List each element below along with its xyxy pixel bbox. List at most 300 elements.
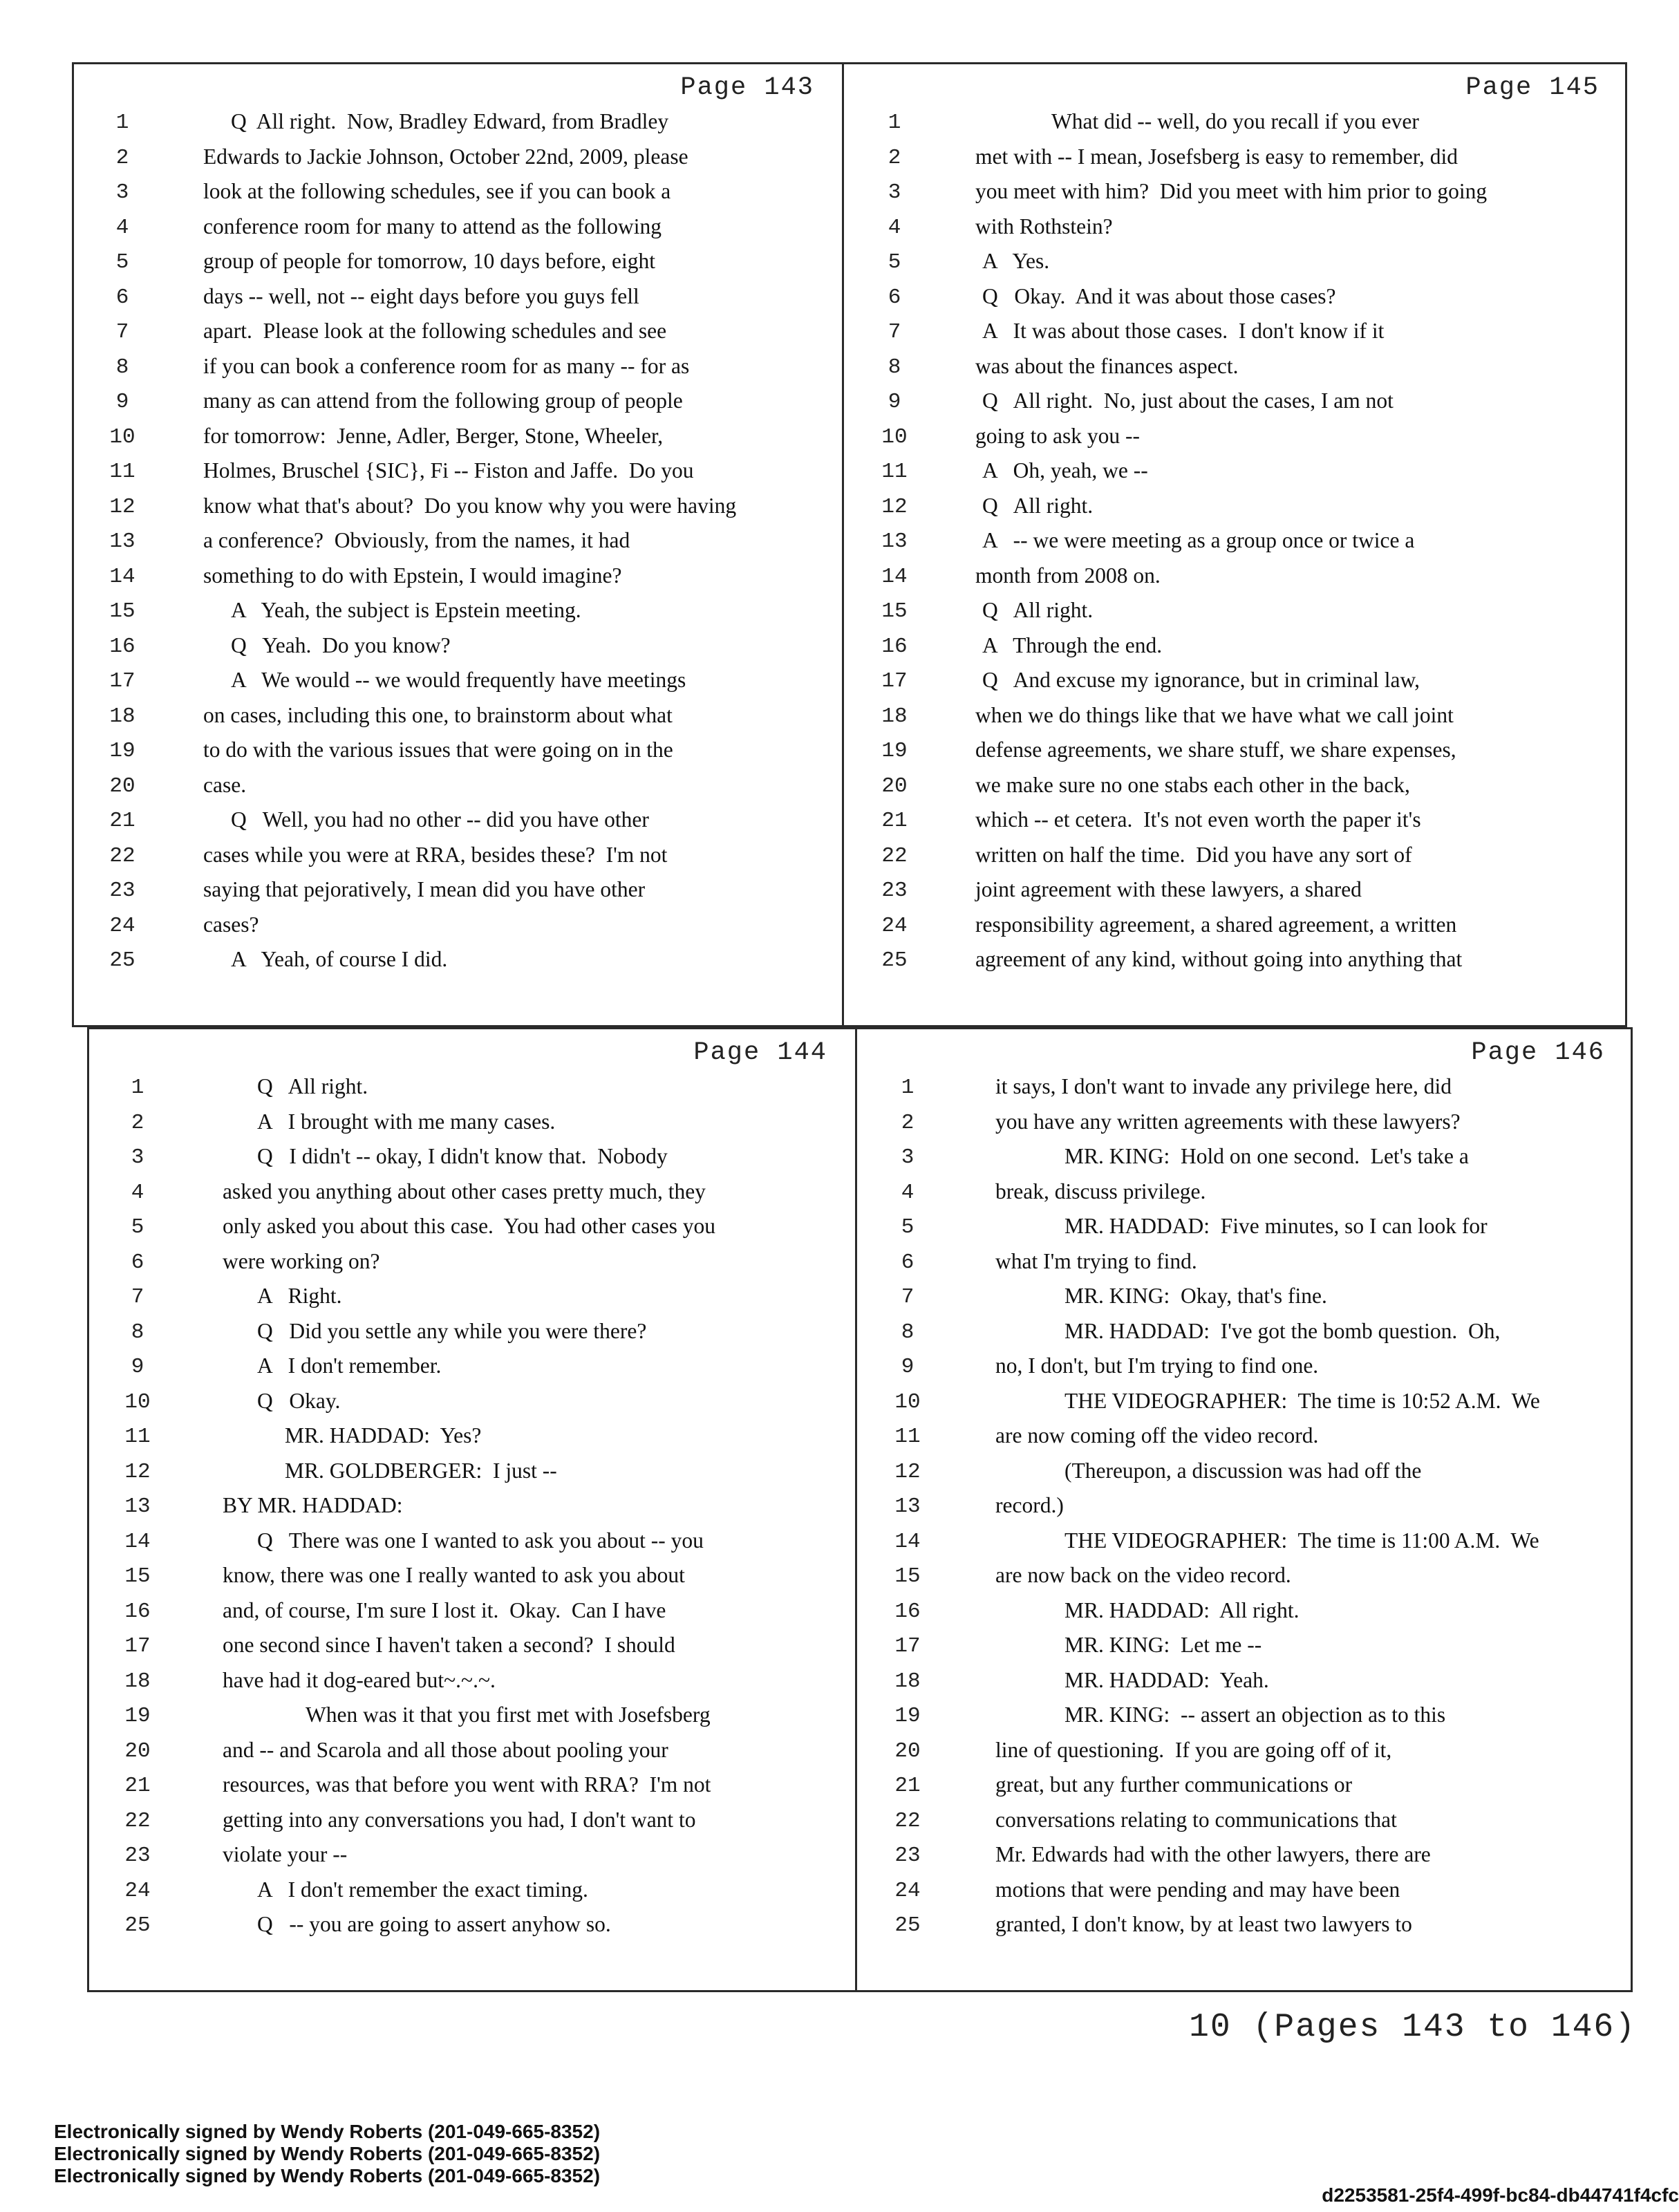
line-number: 9 [131, 1355, 144, 1379]
line-text: A I don't remember the exact timing. [257, 1877, 588, 1902]
line-text: MR. KING: -- assert an objection as to this [1064, 1703, 1446, 1727]
transcript-line [72, 212, 842, 247]
transcript-line [857, 1141, 1633, 1177]
line-text: Q All right. [982, 493, 1094, 518]
transcript-line [72, 840, 842, 875]
line-number: 14 [109, 564, 135, 589]
transcript-line [87, 1211, 855, 1246]
page-header: Page 143 [680, 73, 814, 102]
signature-line: Electronically signed by Wendy Roberts (201-049-665-8352) [54, 2143, 601, 2164]
line-number: 23 [109, 879, 135, 903]
transcript-line [844, 630, 1627, 666]
transcript-lines [72, 106, 842, 980]
line-text: cases? [203, 912, 259, 937]
transcript-line [857, 1281, 1633, 1316]
transcript-line [844, 106, 1627, 142]
line-number: 21 [124, 1774, 151, 1798]
line-text: MR. HADDAD: Yes? [285, 1423, 482, 1447]
line-text: month from 2008 on. [975, 563, 1161, 588]
transcript-line [87, 1421, 855, 1456]
line-number: 18 [109, 704, 135, 729]
line-number: 15 [109, 599, 135, 624]
line-number: 3 [901, 1145, 914, 1170]
transcript-line [844, 386, 1627, 421]
transcript-line [87, 1177, 855, 1212]
line-text: record.) [995, 1493, 1064, 1517]
line-number: 22 [881, 843, 908, 868]
line-number: 4 [131, 1180, 144, 1205]
transcript-line [857, 1805, 1633, 1840]
line-text: agreement of any kind, without going into anything that [975, 947, 1463, 971]
transcript-line [87, 1560, 855, 1595]
transcript-line [87, 1770, 855, 1805]
signature-line: Electronically signed by Wendy Roberts (201-049-665-8352) [54, 2165, 601, 2186]
line-number: 19 [881, 739, 908, 763]
line-text: cases while you were at RRA, besides these? I'm not [203, 842, 668, 867]
transcript-line [72, 700, 842, 735]
line-text: was about the finances aspect. [975, 353, 1239, 378]
transcript-line [857, 1526, 1633, 1561]
line-text: Q All right. [257, 1074, 368, 1098]
line-number: 10 [894, 1389, 921, 1414]
line-number: 25 [124, 1913, 151, 1938]
line-text: are now coming off the video record. [995, 1423, 1319, 1447]
line-text: saying that pejoratively, I mean did you have other [203, 877, 646, 901]
transcript-line [87, 1071, 855, 1107]
transcript-line [857, 1211, 1633, 1246]
transcript-line [857, 1421, 1633, 1456]
line-text: line of questioning. If you are going off of it, [995, 1737, 1392, 1762]
line-number: 12 [881, 494, 908, 519]
line-number: 21 [894, 1774, 921, 1798]
line-text: THE VIDEOGRAPHER: The time is 11:00 A.M. We [1064, 1528, 1539, 1553]
line-text: MR. HADDAD: All right. [1064, 1597, 1300, 1622]
line-number: 3 [131, 1145, 144, 1170]
transcript-line [844, 805, 1627, 840]
line-text: Holmes, Bruschel {SIC}, Fi -- Fiston and Jaffe. Do you [203, 458, 694, 482]
line-number: 7 [115, 320, 129, 344]
line-number: 1 [888, 111, 901, 135]
line-text: apart. Please look at the following schedules and see [203, 319, 667, 343]
line-number: 15 [894, 1564, 921, 1588]
transcript-line [87, 1490, 855, 1526]
line-number: 11 [109, 460, 135, 484]
line-number: 16 [881, 634, 908, 659]
line-number: 22 [124, 1808, 151, 1833]
line-number: 25 [109, 948, 135, 973]
transcript-line [857, 1560, 1633, 1595]
line-number: 19 [109, 739, 135, 763]
line-text: conversations relating to communications that [995, 1807, 1397, 1832]
line-text: A Yes. [982, 249, 1050, 273]
line-text: and, of course, I'm sure I lost it. Okay. Can I have [223, 1597, 666, 1622]
line-text: When was it that you first met with Josefsberg [306, 1703, 711, 1727]
transcript-line [87, 1351, 855, 1386]
transcript-line [87, 1700, 855, 1735]
line-text: A -- we were meeting as a group once or twice a [982, 528, 1415, 552]
line-text: Q Did you settle any while you were there? [257, 1318, 647, 1343]
transcript-line [72, 351, 842, 386]
line-text: A Yeah, the subject is Epstein meeting. [231, 598, 581, 622]
line-number: 20 [124, 1738, 151, 1763]
line-number: 9 [115, 390, 129, 414]
transcript-line [857, 1875, 1633, 1910]
transcript-line [87, 1141, 855, 1177]
line-number: 1 [131, 1076, 144, 1100]
line-number: 13 [124, 1494, 151, 1519]
transcript-line [844, 142, 1627, 177]
line-text: violate your -- [223, 1842, 348, 1866]
line-number: 11 [124, 1425, 151, 1449]
transcript-line [87, 1246, 855, 1282]
line-number: 2 [888, 145, 901, 170]
line-text: MR. HADDAD: Five minutes, so I can look for [1064, 1214, 1488, 1238]
transcript-line [87, 1386, 855, 1421]
line-number: 11 [881, 460, 908, 484]
line-text: group of people for tomorrow, 10 days before, eight [203, 249, 656, 273]
line-text: A Oh, yeah, we -- [982, 458, 1148, 482]
line-text: defense agreements, we share stuff, we share expenses, [975, 738, 1456, 762]
line-text: asked you anything about other cases pretty much, they [223, 1179, 706, 1203]
line-number: 5 [901, 1215, 914, 1239]
line-text: a conference? Obviously, from the names, it had [203, 528, 630, 552]
transcript-line [844, 491, 1627, 526]
line-number: 23 [124, 1844, 151, 1868]
line-number: 23 [894, 1844, 921, 1868]
transcript-line [72, 944, 842, 980]
line-number: 4 [901, 1180, 914, 1205]
transcript-line [857, 1071, 1633, 1107]
transcript-line [857, 1246, 1633, 1282]
line-text: to do with the various issues that were going on in the [203, 738, 673, 762]
line-text: Q Well, you had no other -- did you have other [231, 807, 649, 832]
line-text: Q -- you are going to assert anyhow so. [257, 1912, 611, 1936]
line-text: A Right. [257, 1284, 342, 1308]
transcript-line [857, 1490, 1633, 1526]
line-text: conference room for many to attend as the following [203, 214, 662, 238]
transcript-line [844, 910, 1627, 945]
transcript-line [844, 770, 1627, 805]
transcript-line [844, 561, 1627, 596]
line-text: Edwards to Jackie Johnson, October 22nd, 2009, please [203, 144, 688, 169]
line-number: 6 [115, 285, 129, 310]
line-number: 20 [109, 774, 135, 798]
transcript-line [87, 1630, 855, 1665]
line-number: 3 [115, 180, 129, 205]
line-text: MR. HADDAD: I've got the bomb question. Oh, [1064, 1318, 1501, 1343]
transcript-line [72, 386, 842, 421]
line-text: one second since I haven't taken a second? I should [223, 1633, 675, 1657]
line-text: Q All right. No, just about the cases, I am not [982, 388, 1394, 413]
line-number: 9 [901, 1355, 914, 1379]
line-text: no, I don't, but I'm trying to find one. [995, 1353, 1319, 1378]
line-text: motions that were pending and may have been [995, 1877, 1400, 1902]
line-text: MR. KING: Okay, that's fine. [1064, 1284, 1327, 1308]
line-number: 7 [901, 1285, 914, 1309]
line-number: 13 [894, 1494, 921, 1519]
line-text: Q There was one I wanted to ask you about -- you [257, 1528, 704, 1553]
line-text: know, there was one I really wanted to ask you about [223, 1563, 685, 1587]
page-header: Page 145 [1465, 73, 1600, 102]
line-text: BY MR. HADDAD: [223, 1493, 403, 1517]
transcript-lines [857, 1071, 1633, 1944]
line-text: know what that's about? Do you know why you were having [203, 493, 737, 518]
line-text: it says, I don't want to invade any privilege here, did [995, 1074, 1452, 1098]
line-number: 8 [115, 355, 129, 379]
transcript-line [72, 874, 842, 910]
transcript-line [857, 1630, 1633, 1665]
line-text: days -- well, not -- eight days before you guys fell [203, 283, 639, 308]
transcript-line [72, 630, 842, 666]
line-text: are now back on the video record. [995, 1563, 1291, 1587]
line-text: with Rothstein? [975, 214, 1113, 238]
line-text: many as can attend from the following group of people [203, 388, 683, 413]
transcript-line [72, 106, 842, 142]
transcript-line [844, 595, 1627, 630]
line-text: Q I didn't -- okay, I didn't know that. Nobody [257, 1144, 668, 1168]
line-number: 13 [109, 529, 135, 554]
line-text: getting into any conversations you had, I don't want to [223, 1807, 696, 1832]
line-number: 21 [881, 809, 908, 833]
line-number: 16 [894, 1599, 921, 1624]
transcript-line [857, 1770, 1633, 1805]
transcript-line [844, 351, 1627, 386]
transcript-line [72, 176, 842, 212]
line-text: Q All right. Now, Bradley Edward, from Bradley [231, 109, 669, 133]
line-text: MR. KING: Hold on one second. Let's take a [1064, 1144, 1469, 1168]
line-number: 23 [881, 879, 908, 903]
line-text: A Yeah, of course I did. [231, 947, 448, 971]
transcript-line [857, 1386, 1633, 1421]
line-text: A We would -- we would frequently have meetings [231, 668, 686, 692]
transcript-line [87, 1595, 855, 1631]
line-number: 16 [109, 634, 135, 659]
line-number: 2 [131, 1110, 144, 1135]
page-146-panel [857, 1027, 1633, 1992]
transcript-line [72, 316, 842, 351]
line-text: responsibility agreement, a shared agreement, a written [975, 912, 1457, 937]
transcript-line [844, 246, 1627, 281]
transcript-line [72, 561, 842, 596]
line-number: 12 [109, 494, 135, 519]
line-number: 8 [888, 355, 901, 379]
line-number: 9 [888, 390, 901, 414]
line-number: 7 [888, 320, 901, 344]
line-number: 11 [894, 1425, 921, 1449]
page-145-panel [844, 62, 1627, 1027]
line-text: MR. GOLDBERGER: I just -- [285, 1458, 557, 1483]
transcript-line [844, 525, 1627, 561]
line-number: 21 [109, 809, 135, 833]
line-number: 14 [881, 564, 908, 589]
line-number: 6 [131, 1250, 144, 1275]
transcript-line [844, 176, 1627, 212]
line-number: 14 [124, 1529, 151, 1554]
signature-line: Electronically signed by Wendy Roberts (201-049-665-8352) [54, 2121, 601, 2142]
line-number: 10 [881, 424, 908, 449]
transcript-line [857, 1839, 1633, 1875]
line-number: 5 [888, 250, 901, 274]
transcript-line [857, 1351, 1633, 1386]
line-text: only asked you about this case. You had other cases you [223, 1214, 716, 1238]
transcript-line [87, 1456, 855, 1491]
transcript-line [857, 1665, 1633, 1700]
line-number: 4 [888, 215, 901, 240]
page-range-label: 10 (Pages 143 to 146) [1189, 2009, 1636, 2046]
line-number: 22 [894, 1808, 921, 1833]
line-text: Mr. Edwards had with the other lawyers, there are [995, 1842, 1431, 1866]
transcript-line [857, 1316, 1633, 1351]
line-number: 24 [881, 913, 908, 938]
transcript-line [87, 1875, 855, 1910]
line-text: THE VIDEOGRAPHER: The time is 10:52 A.M. We [1064, 1388, 1540, 1413]
line-number: 8 [901, 1320, 914, 1344]
line-number: 18 [124, 1669, 151, 1694]
transcript-line [72, 525, 842, 561]
line-text: on cases, including this one, to brainstorm about what [203, 702, 673, 727]
line-text: break, discuss privilege. [995, 1179, 1206, 1203]
line-text: Q Yeah. Do you know? [231, 632, 451, 657]
line-number: 24 [894, 1878, 921, 1903]
line-text: something to do with Epstein, I would imagine? [203, 563, 622, 588]
line-number: 1 [901, 1076, 914, 1100]
line-text: MR. HADDAD: Yeah. [1064, 1667, 1269, 1692]
line-number: 25 [881, 948, 908, 973]
transcript-line [87, 1909, 855, 1944]
line-text: A I brought with me many cases. [257, 1109, 556, 1134]
transcript-line [844, 944, 1627, 980]
line-text: if you can book a conference room for as many -- for as [203, 353, 690, 378]
line-number: 10 [109, 424, 135, 449]
line-number: 4 [115, 215, 129, 240]
transcript-lines [844, 106, 1627, 980]
line-text: we make sure no one stabs each other in the back, [975, 772, 1410, 797]
transcript-line [87, 1805, 855, 1840]
line-number: 15 [124, 1564, 151, 1588]
line-number: 22 [109, 843, 135, 868]
line-text: and -- and Scarola and all those about pooling your [223, 1737, 668, 1762]
transcript-line [844, 456, 1627, 491]
line-text: you meet with him? Did you meet with him prior to going [975, 179, 1488, 203]
transcript-line [857, 1909, 1633, 1944]
line-text: were working on? [223, 1248, 380, 1273]
page-header: Page 146 [1471, 1038, 1605, 1067]
line-text: case. [203, 772, 247, 797]
transcript-line [857, 1700, 1633, 1735]
transcript-line [844, 874, 1627, 910]
line-number: 5 [115, 250, 129, 274]
line-text: Q Okay. And it was about those cases? [982, 283, 1336, 308]
line-text: for tomorrow: Jenne, Adler, Berger, Stone, Wheeler, [203, 423, 664, 448]
line-text: A I don't remember. [257, 1353, 442, 1378]
transcript-line [87, 1735, 855, 1770]
transcript-line [844, 316, 1627, 351]
line-number: 2 [115, 145, 129, 170]
line-number: 24 [109, 913, 135, 938]
line-text: resources, was that before you went with RRA? I'm not [223, 1772, 711, 1797]
line-number: 8 [131, 1320, 144, 1344]
line-text: Q All right. [982, 598, 1094, 622]
line-number: 10 [124, 1389, 151, 1414]
transcript-line [857, 1735, 1633, 1770]
transcript-line [72, 770, 842, 805]
line-number: 20 [881, 774, 908, 798]
transcript-line [72, 595, 842, 630]
transcript-line [87, 1839, 855, 1875]
transcript-line [844, 212, 1627, 247]
line-number: 19 [894, 1704, 921, 1728]
transcript-line [87, 1316, 855, 1351]
line-number: 17 [124, 1634, 151, 1658]
transcript-line [72, 735, 842, 770]
line-number: 2 [901, 1110, 914, 1135]
line-number: 20 [894, 1738, 921, 1763]
transcript-line [844, 421, 1627, 456]
line-text: A Through the end. [982, 632, 1163, 657]
transcript-line [72, 805, 842, 840]
line-text: joint agreement with these lawyers, a shared [975, 877, 1362, 901]
transcript-line [72, 142, 842, 177]
transcript-line [87, 1526, 855, 1561]
page-header: Page 144 [693, 1038, 827, 1067]
line-text: look at the following schedules, see if you can book a [203, 179, 671, 203]
line-number: 5 [131, 1215, 144, 1239]
line-text: when we do things like that we have what we call joint [975, 702, 1454, 727]
line-text: which -- et cetera. It's not even worth the paper it's [975, 807, 1421, 832]
line-number: 14 [894, 1529, 921, 1554]
line-text: what I'm trying to find. [995, 1248, 1197, 1273]
line-number: 15 [881, 599, 908, 624]
page-143-panel [72, 62, 842, 1027]
line-number: 17 [894, 1634, 921, 1658]
transcript-line [72, 246, 842, 281]
line-text: granted, I don't know, by at least two lawyers to [995, 1912, 1412, 1936]
transcript-line [87, 1281, 855, 1316]
transcript-line [72, 281, 842, 317]
transcript-line [844, 665, 1627, 700]
line-text: met with -- I mean, Josefsberg is easy to remember, did [975, 144, 1458, 169]
page-144-panel [87, 1027, 855, 1992]
line-number: 16 [124, 1599, 151, 1624]
line-number: 13 [881, 529, 908, 554]
line-number: 18 [881, 704, 908, 729]
line-number: 17 [109, 669, 135, 693]
line-text: Q Okay. [257, 1388, 341, 1413]
line-text: you have any written agreements with these lawyers? [995, 1109, 1461, 1134]
line-number: 12 [124, 1459, 151, 1484]
line-number: 6 [901, 1250, 914, 1275]
transcript-line [844, 840, 1627, 875]
line-text: What did -- well, do you recall if you ever [1051, 109, 1419, 133]
line-text: MR. KING: Let me -- [1064, 1633, 1262, 1657]
line-number: 12 [894, 1459, 921, 1484]
line-text: written on half the time. Did you have any sort of [975, 842, 1412, 867]
document-id: d2253581-25f4-499f-bc84-db44741f4cfc [1322, 2184, 1679, 2206]
transcript-line [72, 491, 842, 526]
transcript-line [87, 1665, 855, 1700]
transcript-line [87, 1107, 855, 1142]
line-number: 3 [888, 180, 901, 205]
line-text: Q And excuse my ignorance, but in criminal law, [982, 668, 1420, 692]
line-number: 25 [894, 1913, 921, 1938]
line-number: 18 [894, 1669, 921, 1694]
line-number: 17 [881, 669, 908, 693]
transcript-line [72, 456, 842, 491]
line-number: 6 [888, 285, 901, 310]
line-number: 1 [115, 111, 129, 135]
transcript-line [857, 1107, 1633, 1142]
transcript-line [844, 700, 1627, 735]
